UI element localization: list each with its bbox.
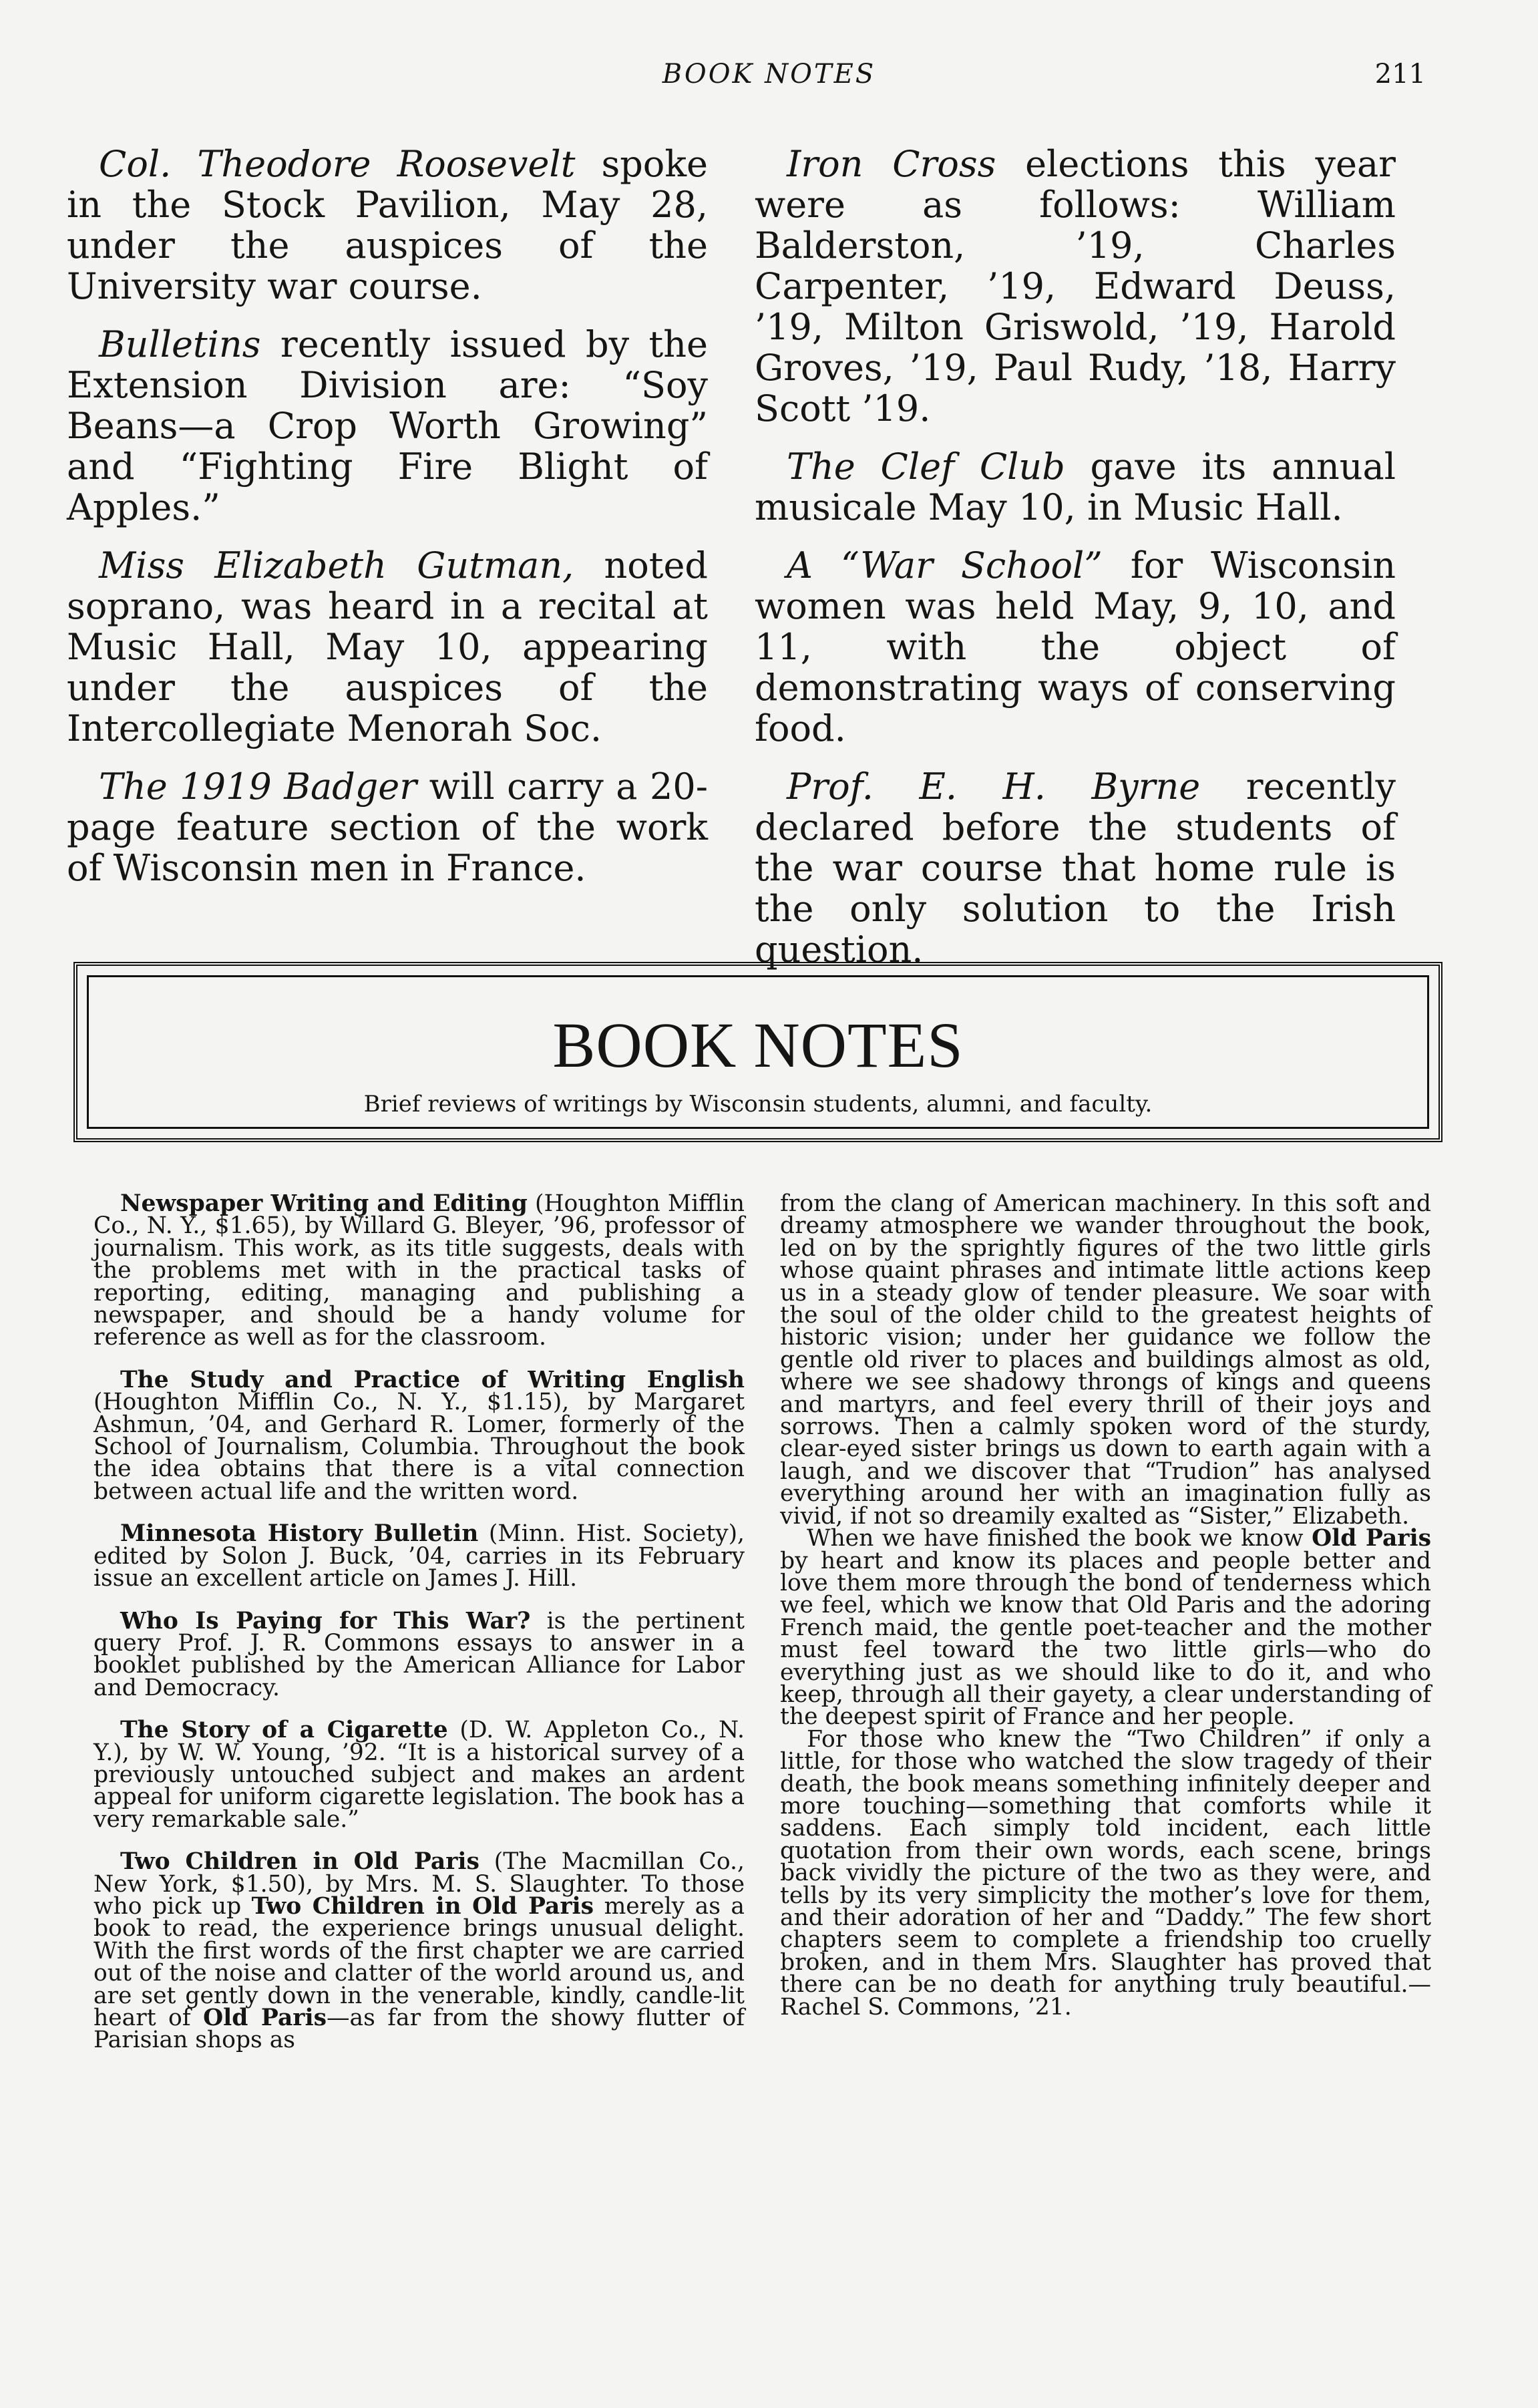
reviews-column-left (93, 1190, 745, 2072)
news-item-text: for Wisconsin women was held May, 9, 10, and 11, with the object of demonstrating ways of conserving food. (755, 544, 1396, 749)
review-title: Who Is Paying for This War? (120, 1607, 531, 1635)
reviews-column-right (780, 1190, 1431, 2039)
review-text: (The Macmillan Co., New York, $1.50), by Mrs. M. S. Slaughter. To those who pick up (93, 1848, 745, 1920)
news-item-lead: Iron Cross (787, 143, 996, 185)
page-number: 211 (1374, 59, 1426, 90)
news-item (755, 144, 1396, 429)
review-text: (D. W. Appleton Co., N. Y.), by W. W. Young, ’92. “It is a historical survey of a previously untouched subject and makes an ardent appeal for uniform cigarette legislation. The book has a very remarkable sale.” (93, 1717, 745, 1833)
news-item (755, 545, 1396, 749)
news-item (755, 766, 1396, 970)
review-text: —as far from the showy flutter of Parisian shops as (93, 2005, 745, 2054)
review (93, 1719, 745, 1831)
news-item-text: spoke in the Stock Pavilion, May 28, under the auspices of the University war course. (67, 143, 708, 307)
news-item (67, 766, 708, 888)
review-title: Newspaper Writing and Editing (120, 1190, 528, 1217)
news-item-text: gave its annual musicale May 10, in Music Hall. (755, 446, 1396, 528)
news-item-lead: Bulletins (99, 323, 261, 365)
news-item-lead: The Clef Club (787, 446, 1065, 488)
book-notes-banner (73, 962, 1443, 1142)
review-text: from the clang of American machinery. In this soft and dreamy atmosphere we wander throughout the book, led on by the sprightly figures of the two little girls whose quaint phrases and intimate little actions keep us in a steady glow of tender pleasure. We soar with the soul of the older child to the greatest heights of historic vision; under her guidance we follow the gentle old river to places and buildings almost as old, where we see shadowy throngs of kings and queens and martyrs, and feel every thrill of their joys and sorrows. Then a calmly spoken word of the sturdy, clear-eyed sister brings us down to earth again with a laugh, and we discover that “Trudion” has analysed everything around her with an imagination fully as vivid, if not so dreamily exalted as “Sister,” Elizabeth. (780, 1190, 1431, 1530)
news-item-lead: The 1919 Badger (99, 765, 417, 808)
review-title: The Story of a Cigarette (120, 1717, 448, 1744)
news-item (755, 446, 1396, 528)
review-text: by heart and know its places and people better and love them more through the bond of tenderness which we feel, which we know that Old Paris and the adoring French maid, the gentle poet-teacher and the mother must feel toward the two little girls—who do everything just as we should like to do it, and who keep, through all their gayety, a clear understanding of the deepest spirit of France and her people. (780, 1547, 1431, 1731)
news-item (67, 144, 708, 307)
news-item (67, 324, 708, 528)
review-text: is the pertinent query Prof. J. R. Commons essays to answer in a booklet published by the American Alliance for Labor and Democracy. (93, 1607, 745, 1701)
running-head (0, 59, 1538, 99)
news-item-lead: Col. Theodore Roosevelt (99, 143, 576, 185)
running-title: BOOK NOTES (662, 59, 876, 90)
review (93, 1607, 745, 1701)
news-item-lead: Prof. E. H. Byrne (787, 765, 1201, 808)
review (93, 1366, 745, 1505)
review-text: (Houghton Mifflin Co., N. Y., $1.15), by Margaret Ashmun, ’04, and Gerhard R. Lomer, formerly of the School of Journalism, Columbia. Throughout the book the idea obtains that there is a vital connection between actual life and the written word. (93, 1389, 745, 1505)
review-paragraph: For those who knew the “Two Children” if only a little, for those who watched the slow tragedy of their death, the book means something infinitely deeper and more touching—something that comforts while it saddens. Each simply told incident, each little quotation from their own words, each scene, brings back vividly the picture of the two as they were, and tells by its very simplicity the mother’s love for them, and their adoration of her and “Daddy.” The few short chapters seem to complete a friendship too cruelly broken, and in them Mrs. Slaughter has proved that there can be no death for anything truly beautiful.—Rachel S. Commons, ’21. (780, 1725, 1431, 2021)
review-bold-title: Two Children in Old Paris (251, 1892, 594, 1920)
news-item (67, 545, 708, 749)
review-continuation (780, 1190, 1431, 2021)
news-item-text: recently issued by the Extension Division are: “Soy Beans—a Crop Worth Growing” and “Fighting Fire Blight of Apples.” (67, 323, 708, 528)
review (93, 1848, 745, 2054)
news-item-text: elections this year were as follows: William Balderston, ’19, Charles Carpenter, ’19, Edward Deuss, ’19, Milton Griswold, ’19, Harold Groves, ’19, Paul Rudy, ’18, Harry Scott ’19. (755, 143, 1396, 429)
review-text: When we have finished the book we know (807, 1525, 1312, 1552)
banner-frame (87, 975, 1429, 1129)
review-bold-title: Old Paris (1312, 1525, 1431, 1552)
news-column-right (755, 144, 1396, 987)
review-title: Minnesota History Bulletin (120, 1520, 479, 1548)
news-item-text: will carry a 20-page feature section of the work of Wisconsin men in France. (67, 765, 709, 889)
review-title: The Study and Practice of Writing English (120, 1366, 745, 1393)
review-text: (Minn. Hist. Society), edited by Solon J. Buck, ’04, carries in its February issue an excellent article on James J. Hill. (93, 1520, 745, 1592)
banner-title: BOOK NOTES (552, 1009, 964, 1081)
banner-subtitle: Brief reviews of writings by Wisconsin students, alumni, and faculty. (363, 1091, 1153, 1117)
news-column-left (67, 144, 708, 906)
review-text: merely as a book to read, the experience brings unusual delight. With the first words of the first chapter we are carried out of the noise and clatter of the world around us, and are set gently down in the venerable, kindly, candle-lit heart of (93, 1892, 745, 2031)
news-item-text: recently declared before the students of the war course that home rule is the only solution to the Irish question. (755, 765, 1396, 971)
news-item-lead: Miss Elizabeth Gutman, (99, 544, 574, 586)
review-text: (Houghton Mifflin Co., N. Y., $1.65), by Willard G. Bleyer, ’96, professor of journalism. This work, as its title suggests, deals with the problems met with in the practical tasks of reporting, editing, managing and publishing a newspaper, and should be a handy volume for reference as well as for the classroom. (93, 1190, 745, 1351)
review-paragraph (780, 1525, 1431, 1731)
news-item-text: noted soprano, was heard in a recital at Music Hall, May 10, appearing under the auspices of the Intercollegiate Menorah Soc. (67, 544, 708, 749)
review-bold-title: Old Paris (203, 2005, 327, 2031)
review (93, 1520, 745, 1592)
review (93, 1190, 745, 1351)
review-title: Two Children in Old Paris (120, 1848, 479, 1876)
news-item-lead: A “War School” (787, 544, 1103, 586)
